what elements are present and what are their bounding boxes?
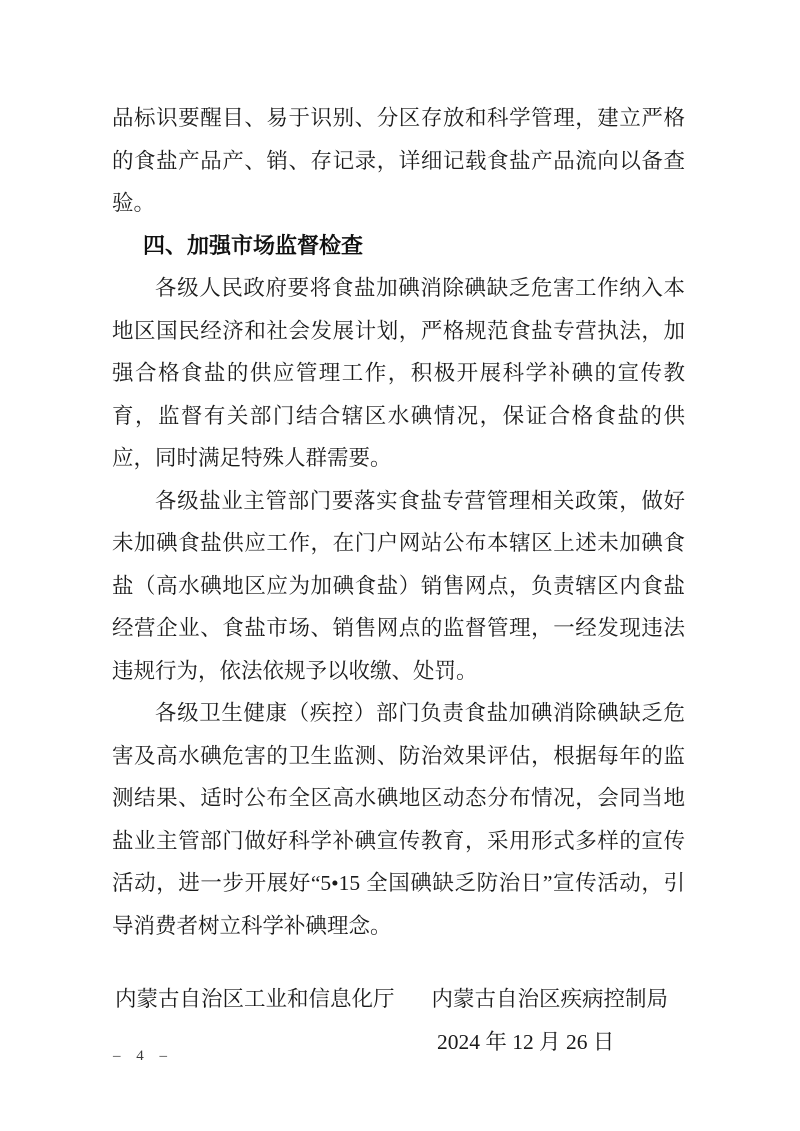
- signature-date: 2024 年 12 月 26 日: [437, 1029, 615, 1054]
- page-number: – 4 –: [113, 1048, 173, 1064]
- signing-organizations: [112, 978, 685, 1021]
- signing-org-right: 内蒙古自治区疾病控制局: [431, 987, 669, 1011]
- paragraph-government: 各级人民政府要将食盐加碘消除碘缺乏危害工作纳入本地区国民经济和社会发展计划，严格规范食盐专营执法，加强合格食盐的供应管理工作，积极开展科学补碘的宣传教育，监督有关部门结合辖区水碘情况，保证合格食盐的供应，同时满足特殊人群需要。: [112, 276, 685, 470]
- paragraph-health-authority: 各级卫生健康（疾控）部门负责食盐加碘消除碘缺乏危害及高水碘危害的卫生监测、防治效果评估，根据每年的监测结果、适时公布全区高水碘地区动态分布情况，会同当地盐业主管部门做好科学补碘宣传教育，采用形式多样的宣传活动，进一步开展好“5•15 全国碘缺乏防治日”宣传活动，引导消费者树立科学补碘理念。: [112, 701, 685, 938]
- paragraph-continuation: 品标识要醒目、易于识别、分区存放和科学管理，建立严格的食盐产品产、销、存记录，详细记载食盐产品流向以备查验。: [112, 106, 685, 215]
- signature-block: [112, 978, 685, 1063]
- paragraph-salt-authority: 各级盐业主管部门要落实食盐专营管理相关政策，做好未加碘食盐供应工作，在门户网站公布本辖区上述未加碘食盐（高水碘地区应为加碘食盐）销售网点，负责辖区内食盐经营企业、食盐市场、销售网点的监督管理，一经发现违法违规行为，依法依规予以收缴、处罚。: [112, 488, 685, 683]
- section-heading: 四、加强市场监督检查: [143, 232, 364, 258]
- document-body: [112, 97, 685, 1063]
- signing-org-left: 内蒙古自治区工业和信息化厅: [115, 987, 395, 1011]
